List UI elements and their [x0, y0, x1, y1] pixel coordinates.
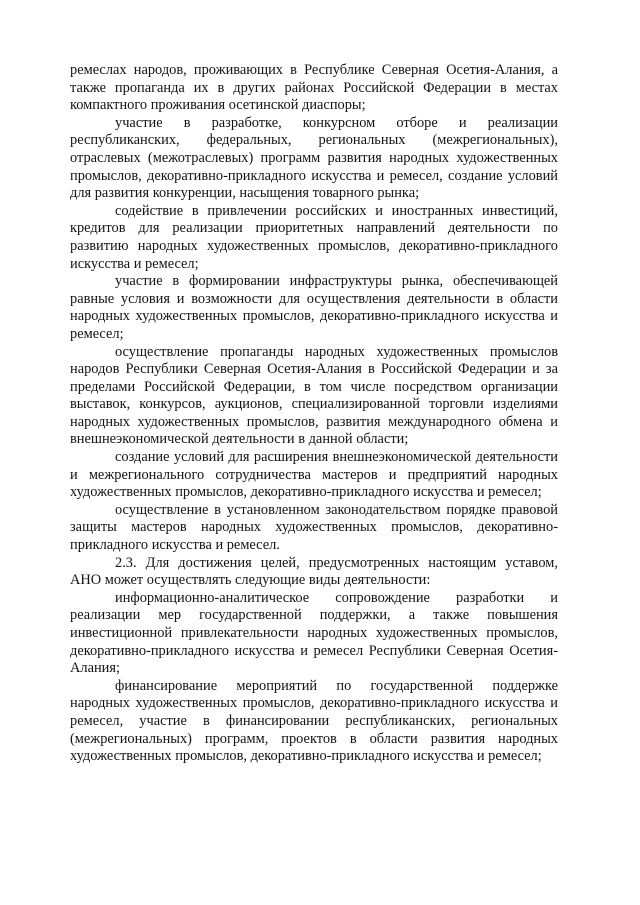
paragraph-investments: содействие в привлечении российских и иностранных инвестиций, кредитов для реализации приоритетных направлений деятельности по развитию народных художественных промыслов, декоративно-прикладного искусства и ремесел;: [70, 202, 558, 272]
paragraph-propaganda: осуществление пропаганды народных художественных промыслов народов Республики Северная Осетия-Алания в Российской Федерации и за пределами Российской Федерации, в том числе посредством организации выставок, конкурсов, аукционов, специализированной торговли изделиями народных художественных промыслов, развития международного обмена и внешнеэкономической деятельности в данной области;: [70, 343, 558, 448]
paragraph-info-support: информационно-аналитическое сопровождение разработки и реализации мер государственной поддержки, а также повышения инвестиционной привлекательности народных художественных промыслов, декоративно-прикладного искусства и ремесел Республики Северная Осетия-Алания;: [70, 589, 558, 677]
paragraph-foreign-activity: создание условий для расширения внешнеэкономической деятельности и межрегионального сотрудничества мастеров и предприятий народных художественных промыслов, декоративно-прикладного искусства и ремесел;: [70, 449, 558, 501]
paragraph-legal-protection: осуществление в установленном законодательством порядке правовой защиты мастеров народных художественных промыслов, декоративно-прикладного искусства и ремесел.: [70, 501, 558, 554]
paragraph-market-infrastructure: участие в формировании инфраструктуры рынка, обеспечивающей равные условия и возможности для осуществления деятельности в области народных художественных промыслов, декоративно-прикладного искусства и ремесел;: [70, 273, 558, 342]
paragraph-participation-programs: участие в разработке, конкурсном отборе и реализации республиканских, федеральных, региональных (межрегиональных), отраслевых (межотраслевых) программ развития народных художественных промыслов, декоративно-прикладного искусства и ремесел, создание условий для развития конкуренции, насыщения товарного рынка;: [70, 114, 558, 202]
paragraph-financing: финансирование мероприятий по государственной поддержке народных художественных промыслов, декоративно-прикладного искусства и ремесел, участие в финансировании республиканских, региональных (межрегиональных) программ, проектов в области развития народных художественных промыслов, декоративно-прикладного искусства и ремесел;: [70, 677, 558, 765]
paragraph-section-2-3: 2.3. Для достижения целей, предусмотренных настоящим уставом, АНО может осуществлять следующие виды деятельности:: [70, 554, 558, 589]
paragraph-continuation: ремеслах народов, проживающих в Республике Северная Осетия-Алания, а также пропаганда их в других районах Российской Федерации в местах компактного проживания осетинской диаспоры;: [70, 62, 558, 114]
document-page: [70, 62, 558, 766]
